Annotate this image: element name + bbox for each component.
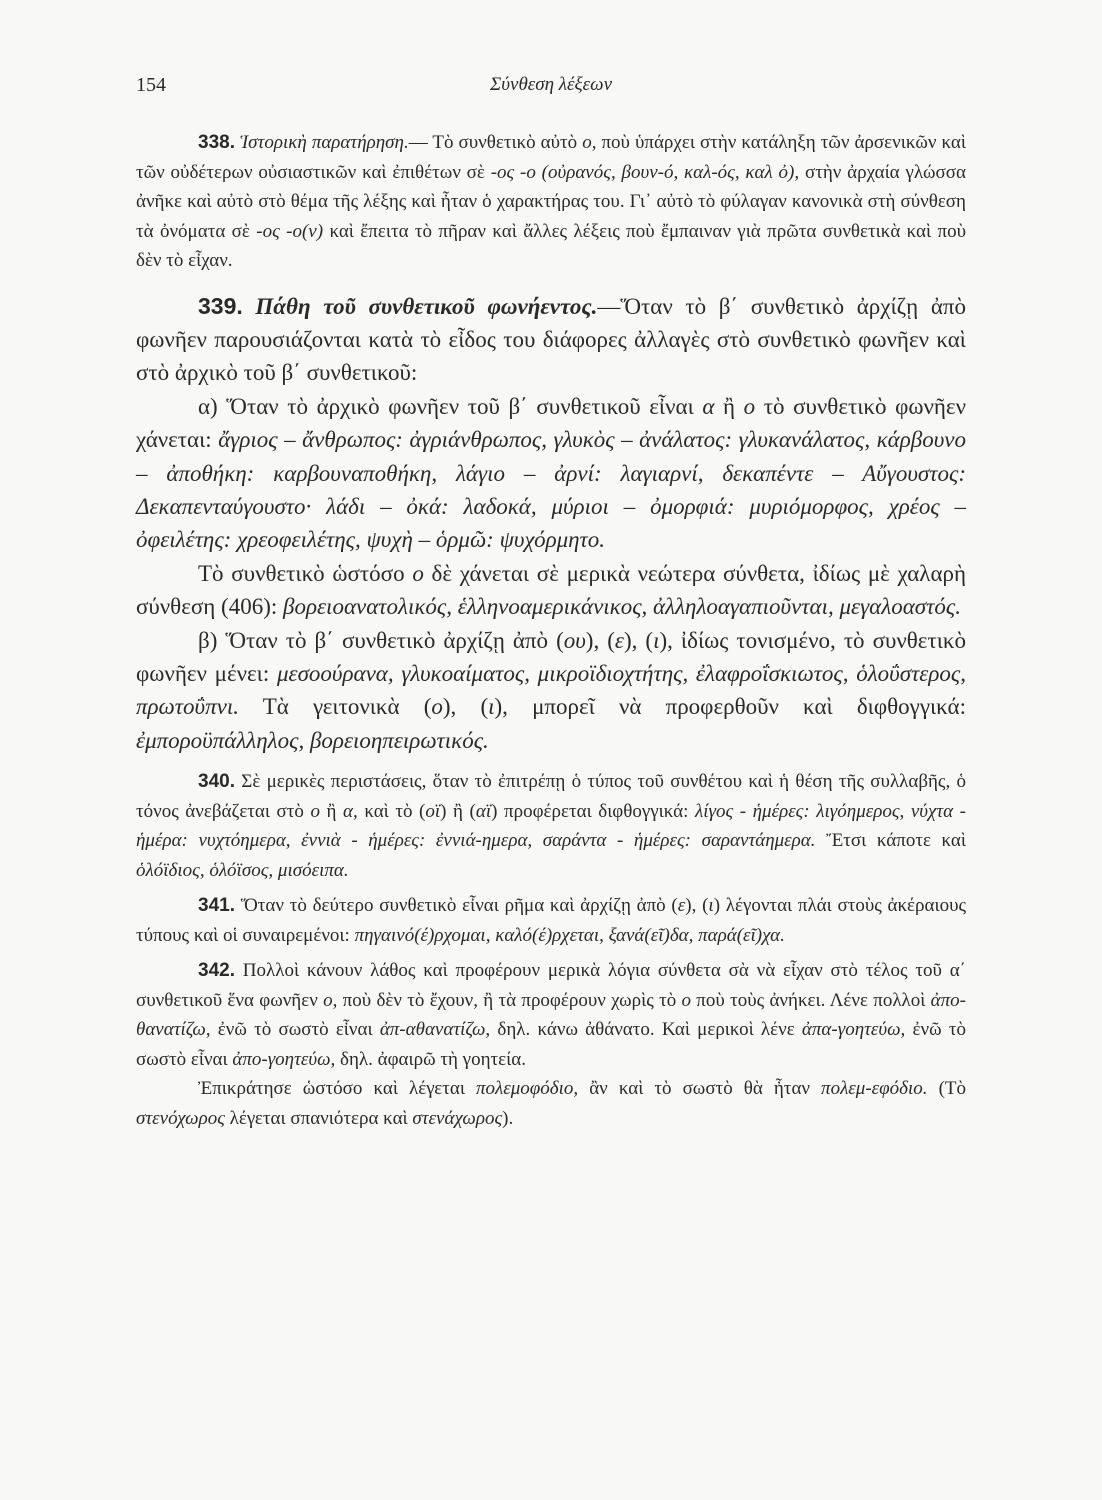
examples: πηγαινό(έ)ρχομαι, καλό(έ)ρχεται, ξανά(εῖ)δα, παρά(εῖ)χα.: [354, 924, 785, 946]
paragraph-342-note: Ἐπικράτησε ὡστόσο καὶ λέγεται πολεμοφόδιο, ἂν καὶ τὸ σωστὸ θὰ ἦταν πολεμ-εφόδιο. (Τὸ στενόχωρος λέγεται σπανιότερα καὶ στενάχωρος).: [136, 1078, 967, 1129]
running-title: Σύνθεση λέξεων: [490, 74, 612, 95]
section-number: 339.: [198, 292, 243, 319]
section-number: 341.: [198, 895, 235, 917]
paragraph-339-b: β) Ὅταν τὸ β΄ συνθετικὸ ἀρχίζῃ ἀπὸ (ου), (ε), (ι), ἰδίως τονισμένο, τὸ συνθετικὸ φωνῆεν μένει: μεσοούρανα, γλυκοαίματος, μικροϊδιοχτήτης, ἐλαφροΐσκιωτος, ὁλοΰστερος, πρωτοΰπνι. Τὰ γειτονικὰ (ο), (ι), μπορεῖ νὰ προφερθοῦν καὶ διφθογγικά: ἐμποροϋπάλληλος, βορειοηπειρωτικός.: [136, 627, 966, 753]
section-341: 341. Ὅταν τὸ δεύτερο συνθετικὸ εἶναι ρῆμα καὶ ἀρχίζῃ ἀπὸ (ε), (ι) λέγονται πλάι στοὺς ἀκέραιους τύπους καὶ οἱ συναιρεμένοι: πηγαινό(έ)ρχομαι, καλό(έ)ρχεται, ξανά(εῖ)δα, παρά(εῖ)χα.: [136, 895, 967, 946]
examples: ἐμποροϋπάλληλος, βορειοηπειρωτικός.: [136, 727, 489, 753]
section-title: Ἱστορικὴ παρατήρηση.: [240, 132, 409, 153]
section-number: 338.: [198, 132, 235, 153]
examples: ἄγριος – ἄνθρωπος: ἀγριάνθρωπος, γλυκὸς – ἀνάλατος: γλυκανάλατος, κάρβουνο – ἀποθήκη: καρβουναποθήκη, λάγιο – ἀρνί: λαγιαρνί, δεκαπέντε – Αὔγουστος: Δεκαπενταύγουστο· λάδι – ὀκά: λαδοκά, μύριοι – ὀμορφιά: μυριόμορφος, χρέος – ὀφειλέτης: χρεοφειλέτης, ψυχὴ – ὁρμῶ: ψυχόρμητο.: [136, 427, 966, 553]
paragraph-339-a: α) Ὅταν τὸ ἀρχικὸ φωνῆεν τοῦ β΄ συνθετικοῦ εἶναι α ἢ ο τὸ συνθετικὸ φωνῆεν χάνεται: ἄγριος – ἄνθρωπος: ἀγριάνθρωπος, γλυκὸς – ἀνάλατος: γλυκανάλατος, κάρβουνο – ἀποθήκη: καρβουναποθήκη, λάγιο – ἀρνί: λαγιαρνί, δεκαπέντε – Αὔγουστος: Δεκαπενταύγουστο· λάδι – ὀκά: λαδοκά, μύριοι – ὀμορφιά: μυριόμορφος, χρέος – ὀφειλέτης: χρεοφειλέτης, ψυχὴ – ὁρμῶ: ψυχόρμητο.: [136, 393, 966, 553]
section-340: 340. Σὲ μερικὲς περιστάσεις, ὅταν τὸ ἐπιτρέπῃ ὁ τύπος τοῦ συνθέτου καὶ ἡ θέση τῆς συλλαβῆς, ὁ τόνος ἀνεβάζεται στὸ ο ἢ α, καὶ τὸ (οϊ) ἢ (αϊ) προφέρεται διφθογγικά: λίγος - ἡμέρες: λιγόημερος, νύχτα - ἡμέρα: νυχτόημερα, ἐννιὰ - ἡμέρες: ἐννιά-ημερα, σαράντα - ἡμέρες: σαραντάημερα. Ἔτσι κάποτε καὶ ὁλόϊδιος, ὁλόϊσος, μισόειπα.: [136, 771, 967, 881]
examples: βορειοανατολικός, ἑλληνοαμερικάνικος, ἀλληλοαγαπιοῦνται, μεγαλοαστός.: [283, 594, 961, 620]
page-number: 154: [136, 74, 166, 96]
paragraph-339-note: Τὸ συνθετικὸ ὡστόσο ο δὲ χάνεται σὲ μερικὰ νεώτερα σύνθετα, ἰδίως μὲ χαλαρὴ σύνθεση (406): βορειοανατολικός, ἑλληνοαμερικάνικος, ἀλληλοαγαπιοῦνται, μεγαλοαστός.: [136, 560, 966, 620]
examples: λίγος - ἡμέρες: λιγόημερος, νύχτα - ἡμέρα: νυχτόημερα, ἐννιὰ - ἡμέρες: ἐννιά-ημερα, σαράντα - ἡμέρες: σαραντάημερα.: [136, 800, 967, 852]
examples: μεσοούρανα, γλυκοαίματος, μικροϊδιοχτήτης, ἐλαφροΐσκιωτος, ὁλοΰστερος, πρωτοΰπνι.: [136, 660, 966, 720]
examples: ὁλόϊδιος, ὁλόϊσος, μισόειπα.: [136, 859, 349, 881]
section-number: 340.: [198, 771, 235, 793]
section-338: 338. Ἱστορικὴ παρατήρηση.— Τὸ συνθετικὸ αὐτὸ ο, ποὺ ὑπάρχει στὴν κατάληξη τῶν ἀρσενικῶν καὶ τῶν οὐδέτερων οὐσιαστικῶν καὶ ἐπιθέτων σὲ -ος -ο (οὐρανός, βουν-ό, καλ-ός, καλ ὀ), στὴν ἀρχαία γλώσσα ἀνῆκε καὶ αὐτὸ στὸ θέμα τῆς λέξης καὶ ἦταν ὁ χαρακτήρας του. Γι᾿ αὐτὸ τὸ φύλαγαν κανονικὰ στὴ σύνθεση τὰ ὀνόματα σὲ -ος -ο(ν) καὶ ἔπειτα τὸ πῆραν καὶ ἄλλες λέξεις ποὺ ἔμπαιναν γιὰ πρῶτα συνθετικὰ καὶ ποὺ δὲν τὸ εἶχαν.: [136, 132, 966, 271]
section-339: 339. Πάθη τοῦ συνθετικοῦ φωνήεντος.—Ὅταν τὸ β΄ συνθετικὸ ἀρχίζῃ ἀπὸ φωνῆεν παρουσιάζονται κατὰ τὸ εἶδος του διάφορες ἀλλαγὲς στὸ συνθετικὸ φωνῆεν καὶ στὸ ἀρχικὸ τοῦ β΄ συνθετικοῦ:: [136, 292, 966, 386]
section-number: 342.: [198, 960, 235, 982]
section-342: 342. Πολλοὶ κάνουν λάθος καὶ προφέρουν μερικὰ λόγια σύνθετα σὰ νὰ εἶχαν στὸ τέλος τοῦ α΄ συνθετικοῦ ἕνα φωνῆεν ο, ποὺ δὲν τὸ ἔχουν, ἢ τὰ προφέρουν χωρὶς τὸ ο ποὺ τοὺς ἀνήκει. Λένε πολλοὶ ἀπο-θανατίζω, ἐνῶ τὸ σωστὸ εἶναι ἀπ-αθανατίζω, δηλ. κάνω ἀθάνατο. Καὶ μερικοὶ λένε ἀπα-γοητεύω, ἐνῶ τὸ σωστὸ εἶναι ἀπο-γοητεύω, δηλ. ἀφαιρῶ τὴ γοητεία.: [136, 960, 966, 1070]
page-body: [136, 128, 966, 1133]
section-title: Πάθη τοῦ συνθετικοῦ φωνήεντος.: [255, 293, 598, 319]
